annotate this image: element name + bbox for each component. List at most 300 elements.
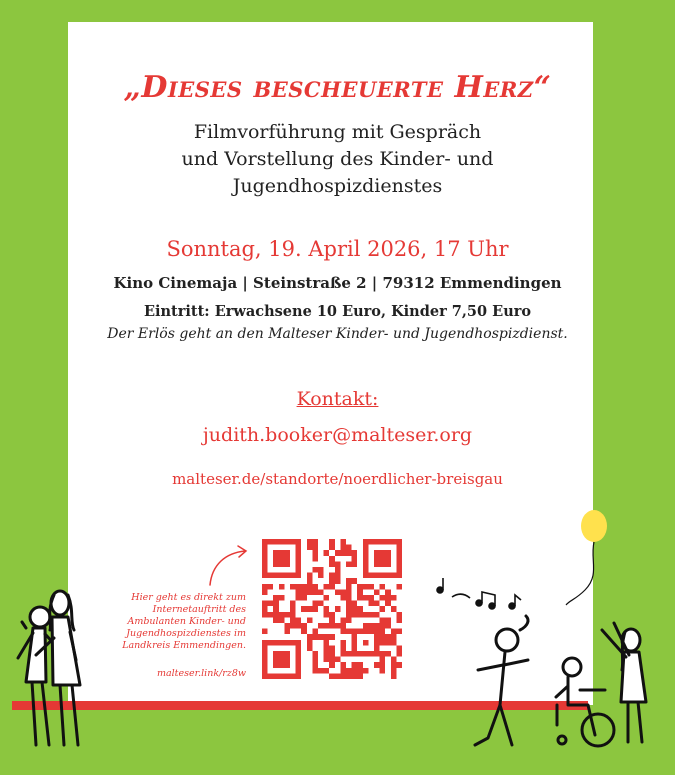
event-venue: Kino Cinemaja | Steinstraße 2 | 79312 Emmendingen	[113, 274, 562, 292]
qr-module	[396, 561, 402, 567]
qr-module	[312, 601, 318, 607]
qr-module	[273, 662, 279, 668]
qr-module	[279, 662, 285, 668]
qr-module	[262, 561, 268, 567]
qr-module	[279, 640, 285, 646]
qr-module	[340, 539, 346, 545]
qr-module	[273, 573, 279, 579]
qr-module	[324, 595, 330, 601]
qr-module	[368, 651, 374, 657]
qr-module	[262, 673, 268, 679]
qr-module	[396, 617, 402, 623]
qr-module	[340, 651, 346, 657]
qr-module	[391, 629, 397, 635]
qr-module	[385, 640, 391, 646]
qr-module	[262, 573, 268, 579]
qr-module	[312, 589, 318, 595]
qr-module	[374, 640, 380, 646]
qr-module	[329, 617, 335, 623]
qr-module	[312, 567, 318, 573]
qr-module	[368, 539, 374, 545]
qr-module	[391, 662, 397, 668]
qr-module	[374, 634, 380, 640]
qr-module	[391, 673, 397, 679]
qr-module	[368, 623, 374, 629]
qr-module	[346, 651, 352, 657]
qr-module	[301, 589, 307, 595]
qr-module	[312, 651, 318, 657]
qr-module	[346, 601, 352, 607]
qr-module	[329, 651, 335, 657]
qr-module	[391, 595, 397, 601]
qr-module	[396, 612, 402, 618]
qr-module	[273, 550, 279, 556]
qr-module	[307, 645, 313, 651]
qr-module	[374, 623, 380, 629]
qr-module	[312, 662, 318, 668]
qr-module	[324, 640, 330, 646]
qr-module	[340, 629, 346, 635]
qr-module	[318, 668, 324, 674]
qr-module	[335, 623, 341, 629]
qr-module	[268, 640, 274, 646]
cheering-figure	[602, 623, 646, 742]
qr-module	[312, 545, 318, 551]
qr-module	[329, 645, 335, 651]
qr-module	[363, 567, 369, 573]
qr-module	[363, 556, 369, 562]
qr-module	[368, 584, 374, 590]
subtitle-line: Jugendhospizdienstes	[232, 175, 443, 197]
qr-module	[324, 645, 330, 651]
qr-module	[296, 651, 302, 657]
qr-module	[380, 651, 386, 657]
qr-module	[363, 612, 369, 618]
qr-module	[380, 629, 386, 635]
qr-module	[296, 657, 302, 663]
qr-module	[380, 561, 386, 567]
qr-module	[296, 584, 302, 590]
qr-module	[340, 545, 346, 551]
qr-module	[396, 629, 402, 635]
qr-module	[346, 561, 352, 567]
qr-module	[273, 657, 279, 663]
qr-module	[284, 657, 290, 663]
qr-module	[357, 612, 363, 618]
qr-note-line: Jugendhospizdienstes im	[126, 628, 246, 639]
qr-module	[268, 612, 274, 618]
qr-module	[329, 634, 335, 640]
qr-module	[273, 601, 279, 607]
qr-module	[380, 657, 386, 663]
qr-module	[273, 651, 279, 657]
qr-module	[335, 606, 341, 612]
qr-module	[312, 584, 318, 590]
qr-module	[352, 601, 358, 607]
qr-module	[329, 673, 335, 679]
qr-module	[346, 617, 352, 623]
qr-module	[296, 617, 302, 623]
qr-module	[340, 595, 346, 601]
qr-module	[374, 612, 380, 618]
flyer-title: „Dieses bescheuerte Herz“	[123, 70, 552, 105]
qr-module	[262, 645, 268, 651]
qr-module	[385, 556, 391, 562]
qr-module	[262, 589, 268, 595]
contact-email[interactable]: judith.booker@malteser.org	[202, 424, 473, 446]
qr-module	[385, 623, 391, 629]
qr-module	[357, 606, 363, 612]
qr-module	[363, 640, 369, 646]
qr-module	[352, 606, 358, 612]
qr-module	[396, 662, 402, 668]
qr-module	[335, 673, 341, 679]
qr-module	[368, 573, 374, 579]
qr-module	[312, 556, 318, 562]
qr-module	[329, 556, 335, 562]
qr-module	[340, 673, 346, 679]
qr-module	[391, 573, 397, 579]
qr-module	[346, 629, 352, 635]
qr-module	[324, 550, 330, 556]
qr-module	[363, 651, 369, 657]
qr-module	[340, 640, 346, 646]
qr-module	[385, 617, 391, 623]
qr-module	[385, 561, 391, 567]
qr-module	[279, 617, 285, 623]
qr-module	[363, 668, 369, 674]
qr-module	[284, 640, 290, 646]
qr-module	[290, 606, 296, 612]
qr-module	[335, 567, 341, 573]
qr-module	[396, 651, 402, 657]
qr-module	[307, 545, 313, 551]
qr-module	[329, 584, 335, 590]
qr-module	[290, 584, 296, 590]
qr-module	[296, 668, 302, 674]
qr-module	[290, 623, 296, 629]
qr-module	[290, 673, 296, 679]
qr-module	[357, 651, 363, 657]
qr-module	[363, 595, 369, 601]
qr-module	[368, 595, 374, 601]
qr-module	[352, 662, 358, 668]
qr-module	[352, 645, 358, 651]
qr-module	[301, 629, 307, 635]
website-link[interactable]: malteser.de/standorte/noerdlicher-breisgau	[172, 470, 503, 488]
event-date: Sonntag, 19. April 2026, 17 Uhr	[166, 237, 509, 261]
qr-module	[301, 595, 307, 601]
qr-module	[340, 623, 346, 629]
qr-module	[346, 606, 352, 612]
qr-module	[380, 584, 386, 590]
qr-module	[380, 606, 386, 612]
qr-module	[329, 561, 335, 567]
qr-module	[374, 601, 380, 607]
qr-module	[380, 634, 386, 640]
qr-module	[262, 606, 268, 612]
qr-module	[262, 612, 268, 618]
qr-module	[262, 545, 268, 551]
qr-module	[391, 657, 397, 663]
qr-module	[301, 623, 307, 629]
qr-module	[329, 573, 335, 579]
qr-module	[279, 612, 285, 618]
qr-module	[262, 668, 268, 674]
qr-module	[290, 617, 296, 623]
qr-module	[284, 623, 290, 629]
qr-module	[307, 589, 313, 595]
qr-module	[340, 662, 346, 668]
qr-module	[296, 589, 302, 595]
qr-module	[273, 640, 279, 646]
qr-module	[296, 561, 302, 567]
qr-module	[329, 623, 335, 629]
qr-module	[396, 545, 402, 551]
qr-module	[318, 634, 324, 640]
qr-module	[385, 651, 391, 657]
qr-module	[357, 629, 363, 635]
qr-code[interactable]	[262, 539, 402, 679]
qr-module	[340, 550, 346, 556]
qr-module	[312, 550, 318, 556]
qr-module	[273, 539, 279, 545]
qr-module	[335, 573, 341, 579]
qr-module	[357, 595, 363, 601]
qr-module	[284, 629, 290, 635]
qr-module	[396, 573, 402, 579]
qr-module	[357, 584, 363, 590]
qr-module	[346, 612, 352, 618]
qr-module	[340, 589, 346, 595]
qr-module	[352, 561, 358, 567]
qr-module	[346, 550, 352, 556]
qr-module	[385, 634, 391, 640]
qr-module	[296, 662, 302, 668]
qr-module	[324, 623, 330, 629]
qr-module	[279, 573, 285, 579]
qr-note	[96, 592, 246, 652]
qr-module	[307, 617, 313, 623]
qr-module	[352, 556, 358, 562]
proceeds-note: Der Erlös geht an den Malteser Kinder- und Jugendhospizdienst.	[107, 326, 568, 342]
qr-module	[279, 595, 285, 601]
qr-module	[273, 612, 279, 618]
qr-module	[307, 606, 313, 612]
qr-module	[296, 550, 302, 556]
qr-module	[312, 634, 318, 640]
qr-module	[335, 578, 341, 584]
qr-module	[262, 601, 268, 607]
qr-module	[374, 556, 380, 562]
qr-module	[268, 601, 274, 607]
qr-module	[307, 578, 313, 584]
qr-module	[268, 539, 274, 545]
qr-module	[329, 578, 335, 584]
qr-module	[374, 645, 380, 651]
qr-module	[290, 573, 296, 579]
qr-module	[262, 567, 268, 573]
qr-module	[391, 668, 397, 674]
qr-module	[391, 606, 397, 612]
qr-module	[352, 578, 358, 584]
qr-module	[396, 567, 402, 573]
qr-module	[380, 640, 386, 646]
qr-module	[352, 668, 358, 674]
qr-module	[357, 662, 363, 668]
red-ground-line	[12, 701, 588, 710]
qr-module	[284, 550, 290, 556]
qr-module	[284, 573, 290, 579]
qr-module	[380, 556, 386, 562]
qr-module	[396, 550, 402, 556]
qr-module	[318, 601, 324, 607]
qr-module	[262, 651, 268, 657]
qr-module	[352, 673, 358, 679]
qr-module	[374, 573, 380, 579]
qr-module	[284, 539, 290, 545]
qr-module	[380, 623, 386, 629]
qr-module	[262, 556, 268, 562]
qr-module	[301, 606, 307, 612]
qr-module	[312, 629, 318, 635]
qr-module	[296, 623, 302, 629]
qr-module	[296, 545, 302, 551]
qr-module	[279, 584, 285, 590]
qr-module	[374, 589, 380, 595]
qr-module	[279, 673, 285, 679]
qr-module	[324, 584, 330, 590]
qr-module	[284, 561, 290, 567]
qr-module	[385, 589, 391, 595]
qr-module	[380, 550, 386, 556]
qr-module	[374, 629, 380, 635]
qr-module	[262, 657, 268, 663]
qr-module	[296, 573, 302, 579]
qr-module	[296, 595, 302, 601]
qr-module	[284, 556, 290, 562]
qr-module	[396, 556, 402, 562]
qr-module	[262, 640, 268, 646]
qr-module	[329, 545, 335, 551]
qr-module	[262, 584, 268, 590]
qr-module	[273, 606, 279, 612]
qr-module	[346, 668, 352, 674]
qr-module	[385, 550, 391, 556]
qr-module	[346, 673, 352, 679]
qr-module	[329, 612, 335, 618]
qr-module	[268, 584, 274, 590]
qr-module	[363, 545, 369, 551]
qr-module	[346, 578, 352, 584]
qr-module	[385, 595, 391, 601]
qr-module	[284, 673, 290, 679]
qr-module	[307, 539, 313, 545]
qr-module	[391, 539, 397, 545]
qr-module	[296, 539, 302, 545]
qr-module	[396, 584, 402, 590]
qr-module	[279, 561, 285, 567]
qr-module	[312, 668, 318, 674]
qr-module	[368, 601, 374, 607]
qr-module	[329, 539, 335, 545]
qr-note-line: Ambulanten Kinder- und	[127, 616, 246, 627]
qr-module	[324, 657, 330, 663]
qr-module	[340, 645, 346, 651]
qr-module	[262, 662, 268, 668]
qr-module	[380, 573, 386, 579]
qr-module	[329, 657, 335, 663]
qr-module	[335, 550, 341, 556]
qr-module	[380, 617, 386, 623]
qr-module	[363, 550, 369, 556]
qr-module	[346, 595, 352, 601]
qr-module	[363, 539, 369, 545]
qr-module	[324, 651, 330, 657]
qr-module	[385, 539, 391, 545]
qr-note-line: Hier geht es direkt zum	[131, 592, 246, 603]
qr-module	[357, 668, 363, 674]
qr-module	[346, 589, 352, 595]
contact-label: Kontakt:	[296, 388, 379, 410]
qr-module	[374, 539, 380, 545]
qr-module	[357, 589, 363, 595]
qr-module	[268, 573, 274, 579]
qr-module	[284, 662, 290, 668]
qr-short-link[interactable]: malteser.link/rz8w	[156, 668, 246, 679]
qr-module	[273, 673, 279, 679]
qr-module	[352, 550, 358, 556]
qr-module	[374, 550, 380, 556]
qr-module	[380, 539, 386, 545]
qr-module	[380, 595, 386, 601]
qr-module	[391, 634, 397, 640]
subtitle-line: und Vorstellung des Kinder- und	[181, 148, 494, 170]
qr-module	[318, 573, 324, 579]
qr-module	[279, 550, 285, 556]
qr-module	[307, 573, 313, 579]
qr-module	[307, 640, 313, 646]
qr-module	[352, 634, 358, 640]
qr-module	[318, 623, 324, 629]
qr-module	[396, 539, 402, 545]
qr-module	[363, 573, 369, 579]
qr-module	[296, 640, 302, 646]
qr-module	[296, 673, 302, 679]
qr-module	[346, 584, 352, 590]
subtitle-line: Filmvorführung mit Gespräch	[193, 121, 482, 143]
qr-module	[296, 567, 302, 573]
qr-module	[352, 651, 358, 657]
qr-module	[324, 606, 330, 612]
qr-module	[352, 612, 358, 618]
entry-price: Eintritt: Erwachsene 10 Euro, Kinder 7,50 Euro	[143, 303, 532, 320]
qr-module	[391, 640, 397, 646]
qr-module	[312, 657, 318, 663]
qr-module	[324, 612, 330, 618]
qr-module	[273, 595, 279, 601]
qr-module	[312, 606, 318, 612]
qr-module	[335, 657, 341, 663]
qr-module	[335, 561, 341, 567]
qr-module	[352, 629, 358, 635]
qr-module	[374, 651, 380, 657]
qr-module	[380, 668, 386, 674]
qr-module	[312, 539, 318, 545]
qr-module	[357, 673, 363, 679]
qr-module	[340, 668, 346, 674]
qr-module	[363, 623, 369, 629]
